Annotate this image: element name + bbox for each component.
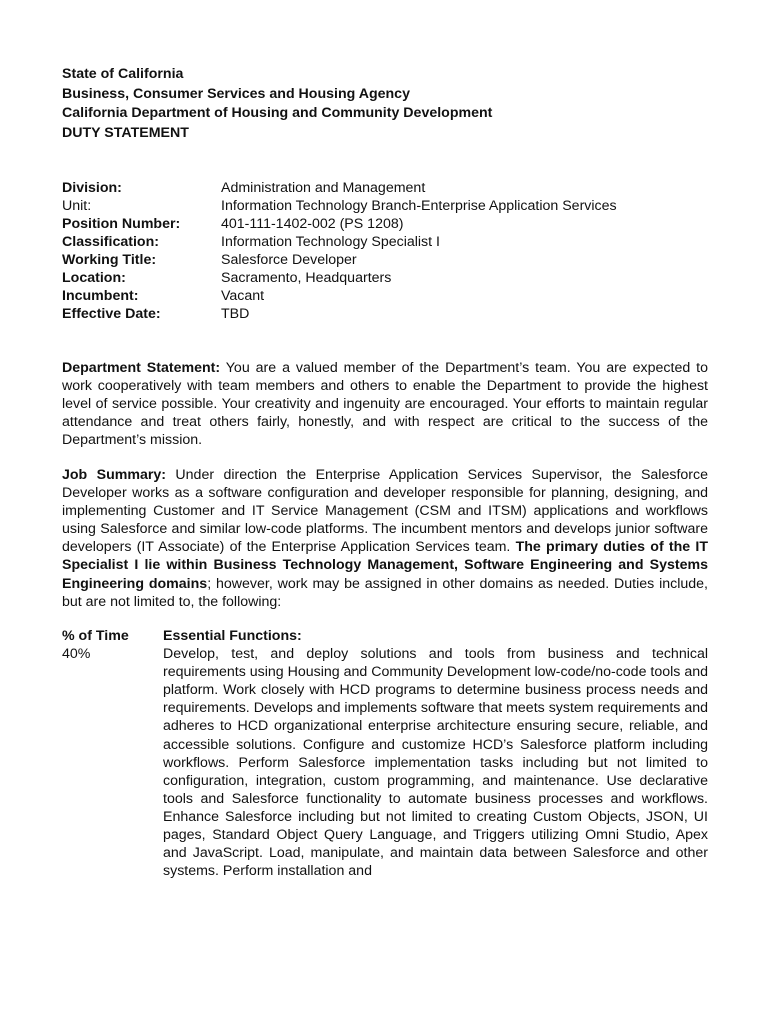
percent-time-header: % of Time [62,628,129,644]
info-value: Vacant [221,288,265,304]
department-statement [62,359,708,449]
table-row [62,645,708,880]
table-header-row [62,627,708,645]
job-summary-heading: Job Summary: [62,467,167,483]
info-label: Location: [62,270,126,286]
info-value: Salesforce Developer [221,252,357,268]
job-summary [62,466,708,611]
info-value: TBD [221,306,250,322]
info-value: Information Technology Specialist I [221,234,440,250]
essential-functions-header: Essential Functions: [163,628,302,644]
header-doc-type: DUTY STATEMENT [62,125,189,142]
header-department: California Department of Housing and Community Development [62,105,493,122]
info-row-incumbent [62,287,617,305]
department-statement-text: You are a valued member of the Department’s team. You are expected to work cooperatively with team members and others to enable the Department to provide the highest level of service possible. Your creativity and ingenuity are encouraged. Your efforts to maintain regular attendance and treat others fairly, honestly, and with respect are critical to the success of the Department’s mission. [62,360,708,449]
percent-time-value: 40% [62,646,91,663]
position-info [62,179,617,323]
info-label: Effective Date: [62,306,161,322]
info-label: Classification: [62,234,159,250]
info-row-division [62,179,617,197]
info-row-location [62,269,617,287]
info-value: Sacramento, Headquarters [221,270,392,286]
info-value: Administration and Management [221,180,426,196]
info-label: Incumbent: [62,288,139,304]
document-header [62,65,492,144]
department-statement-heading: Department Statement: [62,360,221,376]
job-summary-text: Under direction the Enterprise Application Services Supervisor, the Salesforce Developer works as a software configuration and developer responsible for planning, designing, and implementing Customer and IT Service Management (CSM and ITSM) applications and workflows using Salesforce and similar low-code platforms. The incumbent mentors and develops junior software developers (IT Associate) of the Enterprise Application Services team. [62,467,708,556]
header-agency: Business, Consumer Services and Housing Agency [62,85,410,102]
info-row-position-number [62,215,617,233]
info-label: Position Number: [62,216,181,232]
function-description: Develop, test, and deploy solutions and tools from business and technical requirements using Housing and Community Development low-code/no-code tools and platform. Work closely with HCD programs to determine business process needs and requirements. Develops and implements software that meets system requirements and adheres to HCD organizational enterprise architecture ensuring secure, reliable, and accessible solutions. Configure and customize HCD’s Salesforce platform including workflows. Perform Salesforce implementation tasks including but not limited to configuration, integration, custom programming, and maintenance. Use declarative tools and Salesforce functionality to automate business processes and workflows. Enhance Salesforce including but not limited to creating Custom Objects, JSON, UI pages, Standard Object Query Language, and Triggers utilizing Omni Studio, Apex and JavaScript. Load, manipulate, and maintain data between Salesforce and other systems. Perform installation and [163,646,708,880]
info-row-classification [62,233,617,251]
essential-functions-table [62,627,708,880]
info-label: Unit: [62,198,92,214]
job-summary-primary-duties: The primary duties of the IT Specialist I lie within Business Technology Management, Software Engineering and Systems Engineering domains [62,539,708,592]
header-state: State of California [62,66,184,82]
info-row-effective-date [62,305,617,323]
info-value: 401-111-1402-002 (PS 1208) [221,216,404,232]
job-summary-text-end: ; however, work may be assigned in other domains as needed. Duties include, but are not limited to, the following: [62,575,708,610]
info-row-unit [62,197,617,215]
info-label: Working Title: [62,252,157,268]
info-row-working-title [62,251,617,269]
info-value: Information Technology Branch-Enterprise Application Services [221,198,617,214]
info-label: Division: [62,180,122,196]
